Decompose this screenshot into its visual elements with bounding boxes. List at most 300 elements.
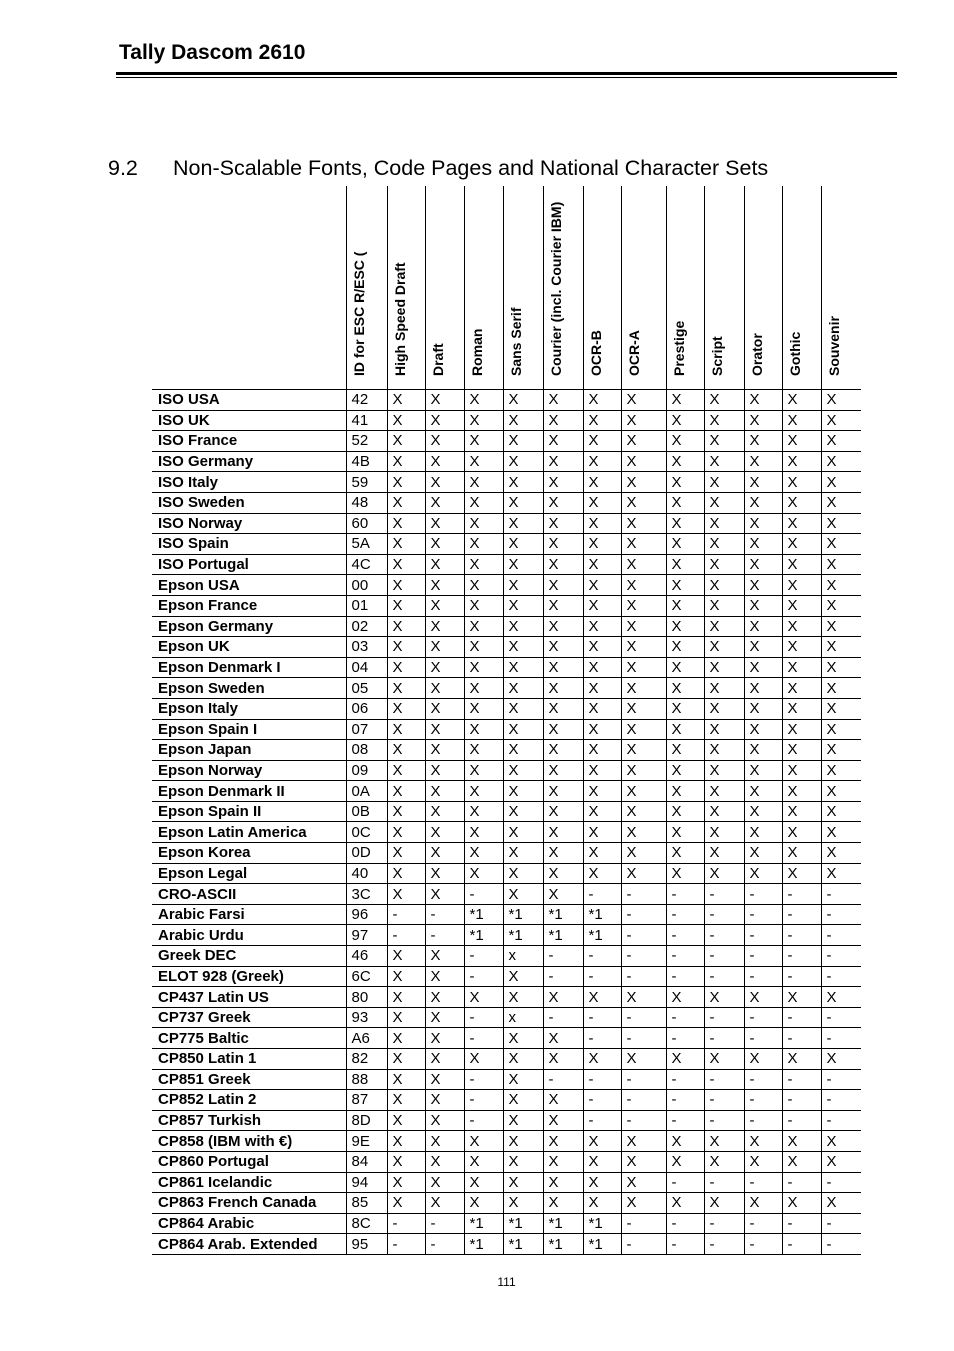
support-cell: X xyxy=(666,678,704,699)
support-cell: X xyxy=(744,492,782,513)
support-cell: X xyxy=(387,946,425,967)
support-cell: X xyxy=(503,1069,543,1090)
support-cell: X xyxy=(744,760,782,781)
support-cell: - xyxy=(744,1007,782,1028)
character-set-id: 01 xyxy=(346,595,387,616)
column-header-label: OCR-A xyxy=(625,330,642,376)
support-cell: X xyxy=(464,1131,503,1152)
support-cell: X xyxy=(425,637,464,658)
support-cell: X xyxy=(744,390,782,411)
character-set-name: Greek DEC xyxy=(152,946,346,967)
support-cell: X xyxy=(425,595,464,616)
support-cell: X xyxy=(503,472,543,493)
support-cell: - xyxy=(666,925,704,946)
character-set-id: 00 xyxy=(346,575,387,596)
character-set-id: 95 xyxy=(346,1234,387,1255)
support-cell: X xyxy=(583,390,621,411)
support-cell: X xyxy=(621,431,666,452)
character-set-name: Arabic Farsi xyxy=(152,904,346,925)
support-cell: X xyxy=(425,1172,464,1193)
column-header xyxy=(387,186,425,390)
support-cell: X xyxy=(425,431,464,452)
support-cell: X xyxy=(464,719,503,740)
support-cell: X xyxy=(543,678,583,699)
support-cell: - xyxy=(821,1007,861,1028)
support-cell: - xyxy=(464,966,503,987)
support-cell: X xyxy=(821,431,861,452)
support-cell: X xyxy=(387,966,425,987)
support-cell: X xyxy=(387,884,425,905)
character-set-name: CP860 Portugal xyxy=(152,1151,346,1172)
support-cell: - xyxy=(621,884,666,905)
support-cell: - xyxy=(464,1069,503,1090)
support-cell: X xyxy=(425,575,464,596)
support-cell: X xyxy=(666,616,704,637)
support-cell: X xyxy=(425,698,464,719)
support-cell: - xyxy=(821,904,861,925)
support-cell: X xyxy=(704,534,744,555)
support-cell: X xyxy=(621,760,666,781)
character-set-id: 8D xyxy=(346,1110,387,1131)
support-cell: X xyxy=(704,1151,744,1172)
support-cell: - xyxy=(666,946,704,967)
support-cell: - xyxy=(621,1110,666,1131)
table-body xyxy=(152,390,861,1255)
support-cell: - xyxy=(666,1028,704,1049)
support-cell: - xyxy=(464,1028,503,1049)
character-set-name: CP852 Latin 2 xyxy=(152,1090,346,1111)
column-header-label: Gothic xyxy=(786,331,803,376)
table-row xyxy=(152,801,861,822)
support-cell: X xyxy=(543,781,583,802)
support-cell: X xyxy=(621,616,666,637)
support-cell: - xyxy=(704,1069,744,1090)
character-set-id: 40 xyxy=(346,863,387,884)
support-cell: X xyxy=(543,657,583,678)
support-cell: - xyxy=(464,884,503,905)
character-set-name: Epson Norway xyxy=(152,760,346,781)
character-set-name: Epson Denmark II xyxy=(152,781,346,802)
support-cell: - xyxy=(821,1069,861,1090)
support-cell: X xyxy=(425,719,464,740)
table-row xyxy=(152,575,861,596)
support-cell: X xyxy=(621,492,666,513)
support-cell: X xyxy=(425,390,464,411)
table-row xyxy=(152,740,861,761)
support-cell: X xyxy=(704,637,744,658)
support-cell: X xyxy=(464,843,503,864)
support-cell: X xyxy=(503,595,543,616)
support-cell: *1 xyxy=(543,1213,583,1234)
column-header-label: Draft xyxy=(429,343,446,376)
support-cell: X xyxy=(425,1028,464,1049)
support-cell: X xyxy=(583,822,621,843)
table-row xyxy=(152,698,861,719)
support-cell: - xyxy=(744,884,782,905)
character-set-id: 84 xyxy=(346,1151,387,1172)
table-row xyxy=(152,843,861,864)
support-cell: - xyxy=(821,1172,861,1193)
support-cell: X xyxy=(782,451,821,472)
support-cell: X xyxy=(666,513,704,534)
support-cell: X xyxy=(503,410,543,431)
support-cell: - xyxy=(821,1028,861,1049)
support-cell: - xyxy=(704,1172,744,1193)
support-cell: X xyxy=(621,554,666,575)
support-cell: X xyxy=(821,822,861,843)
support-cell: - xyxy=(583,1110,621,1131)
support-cell: - xyxy=(666,1172,704,1193)
support-cell: X xyxy=(821,719,861,740)
character-set-id: 0B xyxy=(346,801,387,822)
support-cell: X xyxy=(744,1049,782,1070)
support-cell: X xyxy=(666,451,704,472)
support-cell: X xyxy=(666,822,704,843)
support-cell: X xyxy=(583,1172,621,1193)
support-cell: X xyxy=(782,575,821,596)
support-cell: X xyxy=(744,1131,782,1152)
support-cell: - xyxy=(464,946,503,967)
support-cell: X xyxy=(621,1131,666,1152)
column-header-label: Orator xyxy=(748,333,765,376)
support-cell: X xyxy=(464,1049,503,1070)
support-cell: - xyxy=(704,966,744,987)
support-cell: *1 xyxy=(583,925,621,946)
support-cell: - xyxy=(821,1234,861,1255)
support-cell: - xyxy=(782,966,821,987)
support-cell: X xyxy=(543,410,583,431)
support-cell: X xyxy=(425,513,464,534)
support-cell: - xyxy=(583,1090,621,1111)
support-cell: X xyxy=(782,822,821,843)
support-cell: X xyxy=(425,1110,464,1131)
support-cell: X xyxy=(583,410,621,431)
support-cell: X xyxy=(744,843,782,864)
support-cell: - xyxy=(387,925,425,946)
support-cell: X xyxy=(503,390,543,411)
support-cell: X xyxy=(821,637,861,658)
support-cell: X xyxy=(821,801,861,822)
table-row xyxy=(152,760,861,781)
support-cell: X xyxy=(503,863,543,884)
support-cell: X xyxy=(821,1193,861,1214)
support-cell: - xyxy=(704,1090,744,1111)
support-cell: x xyxy=(503,946,543,967)
table-row xyxy=(152,884,861,905)
table-row xyxy=(152,1172,861,1193)
support-cell: *1 xyxy=(583,1234,621,1255)
support-cell: X xyxy=(704,431,744,452)
table-row xyxy=(152,492,861,513)
character-set-name: Epson Japan xyxy=(152,740,346,761)
support-cell: X xyxy=(543,760,583,781)
support-cell: X xyxy=(387,390,425,411)
character-set-name: ELOT 928 (Greek) xyxy=(152,966,346,987)
table-row xyxy=(152,822,861,843)
support-cell: X xyxy=(387,698,425,719)
support-cell: X xyxy=(583,1193,621,1214)
support-cell: X xyxy=(821,575,861,596)
support-cell: X xyxy=(387,987,425,1008)
support-cell: X xyxy=(425,554,464,575)
support-cell: - xyxy=(621,925,666,946)
support-cell: X xyxy=(387,534,425,555)
column-header xyxy=(464,186,503,390)
table-row xyxy=(152,554,861,575)
support-cell: X xyxy=(782,431,821,452)
support-cell: - xyxy=(583,884,621,905)
support-cell: X xyxy=(543,451,583,472)
column-header xyxy=(782,186,821,390)
support-cell: - xyxy=(821,1110,861,1131)
support-cell: X xyxy=(387,1131,425,1152)
support-cell: - xyxy=(543,1007,583,1028)
support-cell: - xyxy=(821,1090,861,1111)
support-cell: X xyxy=(503,678,543,699)
table-row xyxy=(152,1131,861,1152)
support-cell: X xyxy=(583,616,621,637)
support-cell: X xyxy=(425,616,464,637)
character-set-name: Epson Legal xyxy=(152,863,346,884)
table-row xyxy=(152,1007,861,1028)
support-cell: X xyxy=(744,431,782,452)
header-rule-thin xyxy=(116,77,897,78)
support-cell: X xyxy=(425,1090,464,1111)
support-cell: X xyxy=(704,554,744,575)
support-cell: X xyxy=(425,1151,464,1172)
support-cell: X xyxy=(425,410,464,431)
support-cell: X xyxy=(503,760,543,781)
support-cell: - xyxy=(621,946,666,967)
support-cell: X xyxy=(543,801,583,822)
support-cell: X xyxy=(387,1028,425,1049)
support-cell: - xyxy=(821,966,861,987)
support-cell: X xyxy=(621,987,666,1008)
support-cell: *1 xyxy=(583,1213,621,1234)
character-set-name: CP858 (IBM with €) xyxy=(152,1131,346,1152)
support-cell: X xyxy=(503,431,543,452)
support-cell: X xyxy=(621,863,666,884)
support-cell: X xyxy=(387,595,425,616)
table-row xyxy=(152,1069,861,1090)
character-set-id: 94 xyxy=(346,1172,387,1193)
support-cell: - xyxy=(464,1007,503,1028)
support-cell: X xyxy=(425,760,464,781)
character-set-name: ISO Italy xyxy=(152,472,346,493)
support-cell: X xyxy=(821,1131,861,1152)
character-set-name: Epson France xyxy=(152,595,346,616)
support-cell: - xyxy=(621,1234,666,1255)
support-cell: - xyxy=(666,1234,704,1255)
support-cell: X xyxy=(583,843,621,864)
support-cell: *1 xyxy=(503,904,543,925)
character-set-id: 02 xyxy=(346,616,387,637)
support-cell: X xyxy=(503,1028,543,1049)
character-set-name: CP864 Arabic xyxy=(152,1213,346,1234)
support-cell: X xyxy=(621,1172,666,1193)
character-set-id: 52 xyxy=(346,431,387,452)
support-cell: X xyxy=(425,492,464,513)
support-cell: X xyxy=(744,740,782,761)
support-cell: X xyxy=(543,431,583,452)
support-cell: X xyxy=(782,513,821,534)
support-cell: X xyxy=(744,472,782,493)
support-cell: X xyxy=(666,657,704,678)
page-number: 111 xyxy=(497,1275,516,1289)
support-cell: X xyxy=(821,451,861,472)
support-cell: X xyxy=(621,719,666,740)
support-cell: X xyxy=(666,1049,704,1070)
support-cell: X xyxy=(387,801,425,822)
table-row xyxy=(152,1090,861,1111)
support-cell: - xyxy=(666,1110,704,1131)
support-cell: X xyxy=(666,781,704,802)
support-cell: X xyxy=(782,390,821,411)
support-cell: X xyxy=(543,843,583,864)
support-cell: X xyxy=(782,410,821,431)
support-cell: X xyxy=(583,595,621,616)
support-cell: X xyxy=(425,1007,464,1028)
support-cell: X xyxy=(621,678,666,699)
support-cell: X xyxy=(464,987,503,1008)
support-cell: X xyxy=(503,1110,543,1131)
character-set-name: Epson Korea xyxy=(152,843,346,864)
support-cell: X xyxy=(503,740,543,761)
support-cell: X xyxy=(464,431,503,452)
support-cell: - xyxy=(821,946,861,967)
character-set-name: ISO Germany xyxy=(152,451,346,472)
character-set-name: CP850 Latin 1 xyxy=(152,1049,346,1070)
support-cell: *1 xyxy=(464,1213,503,1234)
support-cell: - xyxy=(744,966,782,987)
support-cell: - xyxy=(425,1213,464,1234)
support-cell: X xyxy=(503,987,543,1008)
character-set-id: 85 xyxy=(346,1193,387,1214)
support-cell: X xyxy=(583,678,621,699)
table-row xyxy=(152,987,861,1008)
character-set-id: 9E xyxy=(346,1131,387,1152)
support-cell: X xyxy=(387,1049,425,1070)
support-cell: - xyxy=(583,1069,621,1090)
header-corner xyxy=(152,186,346,390)
support-cell: *1 xyxy=(543,904,583,925)
support-cell: - xyxy=(704,1007,744,1028)
support-cell: - xyxy=(621,1213,666,1234)
support-cell: X xyxy=(503,492,543,513)
support-cell: X xyxy=(425,472,464,493)
support-cell: - xyxy=(387,904,425,925)
support-cell: X xyxy=(464,513,503,534)
support-cell: X xyxy=(621,1049,666,1070)
support-cell: X xyxy=(744,1151,782,1172)
support-cell: - xyxy=(704,925,744,946)
support-cell: X xyxy=(782,534,821,555)
support-cell: X xyxy=(583,698,621,719)
character-set-name: ISO USA xyxy=(152,390,346,411)
support-cell: X xyxy=(387,1069,425,1090)
table-row xyxy=(152,925,861,946)
support-cell: - xyxy=(782,904,821,925)
support-cell: X xyxy=(543,534,583,555)
support-cell: X xyxy=(821,863,861,884)
support-cell: X xyxy=(503,1193,543,1214)
column-header xyxy=(346,186,387,390)
character-set-name: CP437 Latin US xyxy=(152,987,346,1008)
support-cell: X xyxy=(744,801,782,822)
support-cell: X xyxy=(583,760,621,781)
support-cell: X xyxy=(425,884,464,905)
support-cell: X xyxy=(782,554,821,575)
support-cell: - xyxy=(744,1028,782,1049)
support-cell: X xyxy=(704,698,744,719)
support-cell: X xyxy=(782,1131,821,1152)
table-row xyxy=(152,1213,861,1234)
support-cell: X xyxy=(744,781,782,802)
support-cell: X xyxy=(464,451,503,472)
support-cell: - xyxy=(666,884,704,905)
support-cell: X xyxy=(543,719,583,740)
support-cell: - xyxy=(666,1007,704,1028)
column-header xyxy=(821,186,861,390)
support-cell: - xyxy=(744,904,782,925)
support-cell: - xyxy=(583,966,621,987)
support-cell: - xyxy=(704,1213,744,1234)
character-set-id: 09 xyxy=(346,760,387,781)
support-cell: X xyxy=(503,966,543,987)
character-set-id: 0C xyxy=(346,822,387,843)
support-cell: X xyxy=(704,781,744,802)
support-cell: X xyxy=(583,1131,621,1152)
table-header-row xyxy=(152,186,861,390)
support-cell: X xyxy=(387,863,425,884)
support-cell: - xyxy=(782,1028,821,1049)
section-number: 9.2 xyxy=(108,156,138,180)
support-cell: X xyxy=(387,616,425,637)
character-set-name: Epson Latin America xyxy=(152,822,346,843)
support-cell: X xyxy=(387,637,425,658)
table-row xyxy=(152,1110,861,1131)
support-cell: - xyxy=(782,925,821,946)
support-cell: X xyxy=(583,554,621,575)
character-set-name: CP864 Arab. Extended xyxy=(152,1234,346,1255)
support-cell: X xyxy=(503,884,543,905)
support-cell: *1 xyxy=(583,904,621,925)
support-cell: X xyxy=(621,822,666,843)
document-title: Tally Dascom 2610 xyxy=(119,41,306,64)
support-cell: X xyxy=(782,678,821,699)
support-cell: X xyxy=(621,390,666,411)
support-cell: X xyxy=(543,1193,583,1214)
support-cell: X xyxy=(425,863,464,884)
support-cell: - xyxy=(387,1234,425,1255)
support-cell: X xyxy=(387,657,425,678)
support-cell: X xyxy=(704,451,744,472)
support-cell: - xyxy=(666,1069,704,1090)
support-cell: X xyxy=(543,1049,583,1070)
support-cell: - xyxy=(425,904,464,925)
support-cell: - xyxy=(621,966,666,987)
support-cell: - xyxy=(666,966,704,987)
support-cell: X xyxy=(583,781,621,802)
character-set-id: 97 xyxy=(346,925,387,946)
character-set-name: CP861 Icelandic xyxy=(152,1172,346,1193)
support-cell: - xyxy=(621,1007,666,1028)
character-set-id: 08 xyxy=(346,740,387,761)
support-cell: X xyxy=(821,513,861,534)
support-cell: X xyxy=(387,431,425,452)
support-cell: X xyxy=(503,1049,543,1070)
support-cell: X xyxy=(821,472,861,493)
